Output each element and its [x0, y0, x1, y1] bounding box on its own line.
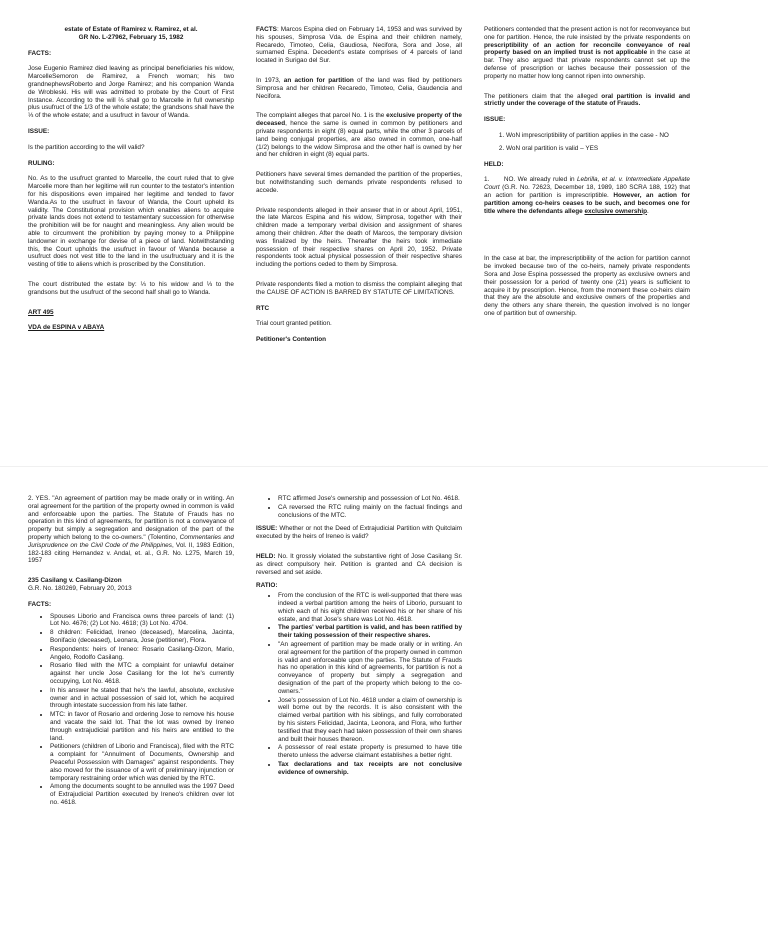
ratio-list-item: • A possessor of real estate property is presumed to have title thereto unless the adverse claimant establishes a better right.: [278, 744, 462, 760]
issue-list: [484, 132, 690, 153]
facts-list-item: • Rosario filed with the MTC a complaint for unlawful detainer against her uncle Jose Casilang for the lot he's currently occupying, Lot No. 4618.: [50, 662, 234, 685]
facts-list-item: • 8 children: Felicidad, Ireneo (deceased), Marcelina, Jacinta, Bonifacio (deceased), Leonara, Jose (petitioner), Flora.: [50, 629, 234, 645]
held-paragraph: 1. NO. We already ruled in Lebrilla, et al. v. Intermediate Appellate Court (G.R. No. 72623, December 18, 1989, 180 SCRA 188, 192) that an action for partition is imprescriptible. However, an action for partition among co-heirs ceases to be such, and becomes one for title where the defendants allege exclusive ownership.: [484, 176, 690, 215]
issue-heading: ISSUE:: [28, 127, 50, 135]
ratio-heading: RATIO:: [256, 582, 278, 590]
document-page-2: [0, 466, 768, 933]
page2-column-2: [256, 495, 462, 783]
issue-item: 1. WoN imprescriptibility of partition applies in the case - NO: [506, 132, 690, 140]
facts-heading-casilang: FACTS:: [28, 600, 52, 608]
issue-item: 2. WoN oral partition is valid – YES: [506, 145, 690, 153]
facts-list-item: • MTC: in favor of Rosario and ordering Jose to remove his house and vacate the said lot. That the lot was owned by Ireneo through extrajudicial partition and his heirs are entitled to the land.: [50, 711, 234, 742]
petitioners-contention-paragraph: Petitioners contended that the present action is not for reconveyance but one for partition. Hence, the rule insisted by the private respondents on prescriptibility of an action for reconcile conveyance of real property based on an implied trust is not applicable in the case at bar. They also argued that private respondents cannot set up the defense of prescription or laches because their possession of the property no matter how long cannot ripen into ownership.: [484, 26, 690, 80]
rtc-heading: RTC: [256, 304, 270, 312]
case-title-casilang: 235 Casilang v. Casilang-Dizon: [28, 577, 122, 585]
document-page-1: [0, 0, 768, 466]
page1-column-1: [28, 26, 234, 340]
respondents-answer-paragraph: Private respondents alleged in their answer that in or about April, 1951, the late Marcos Espina and his widow, Simprosa, together with their children made a temporary verbal division and assignment of shares among their children. After the death of Marcos, the temporary division was finalized by the heirs. Thereafter the heirs took immediate possession of their respective shares on April 20, 1952. Private respondents took actual physical possession of their respective shares including the portions ceded to them by Simprosa.: [256, 206, 462, 269]
rtc-ca-list: [256, 495, 462, 519]
article-heading: ART 495: [28, 308, 54, 316]
held-paragraph-casilang: HELD: No. It grossly violated the substantive right of Jose Casilang Sr. as direct compulsory heir. Petition is granted and CA decision is reversed and set aside.: [256, 552, 462, 576]
rtc-paragraph: Trial court granted petition.: [256, 320, 332, 328]
case-heading-vda-espina: VDA de ESPINA v ABAYA: [28, 324, 105, 332]
ruling-paragraph: No. As to the usufruct granted to Marcelle, the court ruled that to give Marcelle more than her legitime will run counter to the testator's intention for his dispositions even impaired her legitime and tended to favor Wanda.As to the usufruct in favour of Wanda, the Court upheld its validity. The Constitutional provision which enables aliens to acquire private lands does not extend to testamentary succession for otherwise the prohibition will be for naught and meaningless. Any alien would be able to circumvent the prohibition by paying money to a Philippine landowner in exchange for devise of a piece of land. Notwithstanding this, the Court upholds the usufruct in favour of Wanda because a usufruct does not vest title to the land in the usufructuary and it is the vesting of title to aliens which is proscribed by the Constitution.: [28, 175, 234, 269]
ratio-list-item: • Jose's possession of Lot No. 4618 under a claim of ownership is well borne out by the records. It is also consistent with the claimed verbal partition with his siblings, and fully corroborated by his sisters Felicidad, Jacinta, Leonora, and Flora, who further testified that they each had taken possession of their own shares and built their houses thereon.: [278, 697, 462, 744]
page1-column-3: [484, 26, 690, 324]
ruling-paragraph-2: The court distributed the estate by: ⅓ to his widow and ⅓ to the grandsons but the usufruct of the second half shall go to Wanda.: [28, 280, 234, 296]
demands-paragraph: Petitioners have several times demanded the partition of the properties, but notwithstanding such demands private respondents refused to accede.: [256, 171, 462, 194]
oral-partition-valid-paragraph: 2. YES. "An agreement of partition may be made orally or in writing. An oral agreement for the partition of the property owned in common is valid and enforceable upon the parties. The Statute of Frauds has no operation in this kind of agreements, for partition is not a conveyance of property but simply a segregation and designation of the part of the property which belong to the co-owners." (Tolentino, Commentaries and Jurisprudence on the Civil Code of the Philippines, Vol. II, 1983 Edition, 182-183 citing Hernandez v. Andal, et. al., G.R. No. L275, March 19, 1957: [28, 495, 234, 565]
case-title: [28, 26, 234, 42]
issue-heading-espina: ISSUE:: [484, 116, 506, 124]
case-gr-number: G.R. No. 180269, February 20, 2013: [28, 584, 132, 592]
facts-list-item: • Among the documents sought to be annulled was the 1997 Deed of Extrajudicial Partition executed by Ireneo's children over lot no. 4618.: [50, 783, 234, 806]
held-heading-espina: HELD:: [484, 160, 504, 168]
facts-label: FACTS: [256, 26, 277, 33]
espina-facts-paragraph: FACTS: Marcos Espina died on February 14, 1953 and was survived by his spouses, Simprosa Vda. de Espina and their children namely, Recaredo, Timoteo, Celia, Gaudiosa, Necifora, Sora and Jose, all surnamed Espina. Decedent's estate comprises of 4 parcels of land located in Surigao del Sur.: [256, 26, 462, 65]
ruling-heading: RULING:: [28, 159, 55, 167]
page1-column-2: [256, 26, 462, 352]
facts-paragraph: Jose Eugenio Ramirez died leaving as principal beneficiaries his widow, MarcelleSemoron de Ramirez, a French woman; his two grandnephewsRoberto and Jorge Ramirez; and his companion Wanda de Wrobleski. His will was admitted to probate by the Court of First Instance. According to the will ⅔ shall go to Marcelle in full ownership plus usufruct of the 1/3 of the whole estate; the grandsons shall have the ⅓ of the whole estate; and a usufruct in favour of Wanda.: [28, 65, 234, 120]
facts-list-item: • Spouses Liborio and Francisca owns three parcels of land: (1) Lot No. 4676; (2) Lot No. 4618; (3) Lot No. 4704.: [50, 613, 234, 629]
ratio-list-item: • Tax declarations and tax receipts are not conclusive evidence of ownership.: [278, 761, 462, 777]
page2-column-1: [28, 495, 234, 813]
facts-list-item: • Petitioners (children of Liborio and Francisca), filed with the RTC a complaint for "Annulment of Documents, Ownership and Peaceful Possession with Damages" against respondents. They also moved for the issuance of a writ of preliminary injunction or temporary restraining order which was denied by the RTC.: [50, 743, 234, 782]
rtc-ca-list-item: • RTC affirmed Jose's ownership and possession of Lot No. 4618.: [278, 495, 462, 503]
case-title-line-1: estate of Estate of Ramirez v. Ramirez, et al.: [64, 26, 198, 33]
ratio-list-item: • "An agreement of partition may be made orally or in writing. An oral agreement for the partition of the property owned in common is valid and enforceable upon the parties. The Statute of Frauds has no operation in this kind of agreements, for partition is not a conveyance of property but simply a segregation and designation of the part of the property which belong to the co-owners.": [278, 641, 462, 696]
case-title-line-2: GR No. L-27962, February 15, 1982: [78, 33, 184, 41]
facts-heading: FACTS:: [28, 49, 52, 57]
motion-dismiss-paragraph: Private respondents filed a motion to dismiss the complaint alleging that the CAUSE OF ACTION IS BARRED BY STATUTE OF LIMITATIONS.: [256, 280, 462, 296]
oral-partition-claim-paragraph: The petitioners claim that the alleged oral partition is invalid and strictly under the coverage of the statute of Frauds.: [484, 92, 690, 108]
imprescriptibility-paragraph: In the case at bar, the imprescriptibility of the action for partition cannot be invoked because two of the co-heirs, namely private respondents Sora and Jose Espina possessed the property as exclusive owners and their possession for a period of twenty one (21) years is sufficient to acquire it by prescription. Hence, from the moment these co-heirs claim that they are the absolute and exclusive owners of the properties and deny the others any share therein, the question involved is no longer one of partition but of ownership.: [484, 255, 690, 317]
rtc-ca-list-item: • CA reversed the RTC ruling mainly on the factual findings and conclusions of the MTC.: [278, 504, 462, 520]
facts-list-item: • In his answer he stated that he's the lawful, absolute, exclusive owner and in actual possession of said lot, which he acquired through intestate succession from his late father.: [50, 687, 234, 710]
complaint-paragraph: The complaint alleges that parcel No. 1 is the exclusive property of the deceased, hence the same is owned in common by petitioners and private respondents in eight (8) equal parts, while the other 3 parcels of land being conjugal properties, are also owned in common, one-half (1/2) belongs to the widow Simprosa and the other half is owned by her and her children in eight (8) equal parts.: [256, 112, 462, 159]
issue-paragraph: Is the partition according to the will valid?: [28, 143, 145, 151]
partition-action-paragraph: In 1973, an action for partition of the land was filed by petitioners Simprosa and her children Recaredo, Timoteo, Celia, Gaudencia and Necifora.: [256, 76, 462, 100]
ratio-list: [256, 592, 462, 776]
facts-list-item: • Respondents: heirs of Ireneo: Rosario Casilang-Dizon, Mario, Angelo, Rodolfo Casilang.: [50, 646, 234, 662]
ratio-list-item: • From the conclusion of the RTC is well-supported that there was indeed a verbal partition among the heirs of Liborio, pursuant to which each of his eight children received his or her share of his estate, and that Jose's share was Lot No. 4618.: [278, 592, 462, 623]
contention-heading: Petitioner's Contention: [256, 336, 327, 344]
issue-paragraph-casilang: ISSUE: Whether or not the Deed of Extrajudicial Partition with Quitclaim executed by the heirs of Ireneo is valid?: [256, 525, 462, 541]
facts-list: [28, 613, 234, 807]
ratio-list-item: • The parties' verbal partition is valid, and has been ratified by their taking possession of their respective shares.: [278, 624, 462, 640]
